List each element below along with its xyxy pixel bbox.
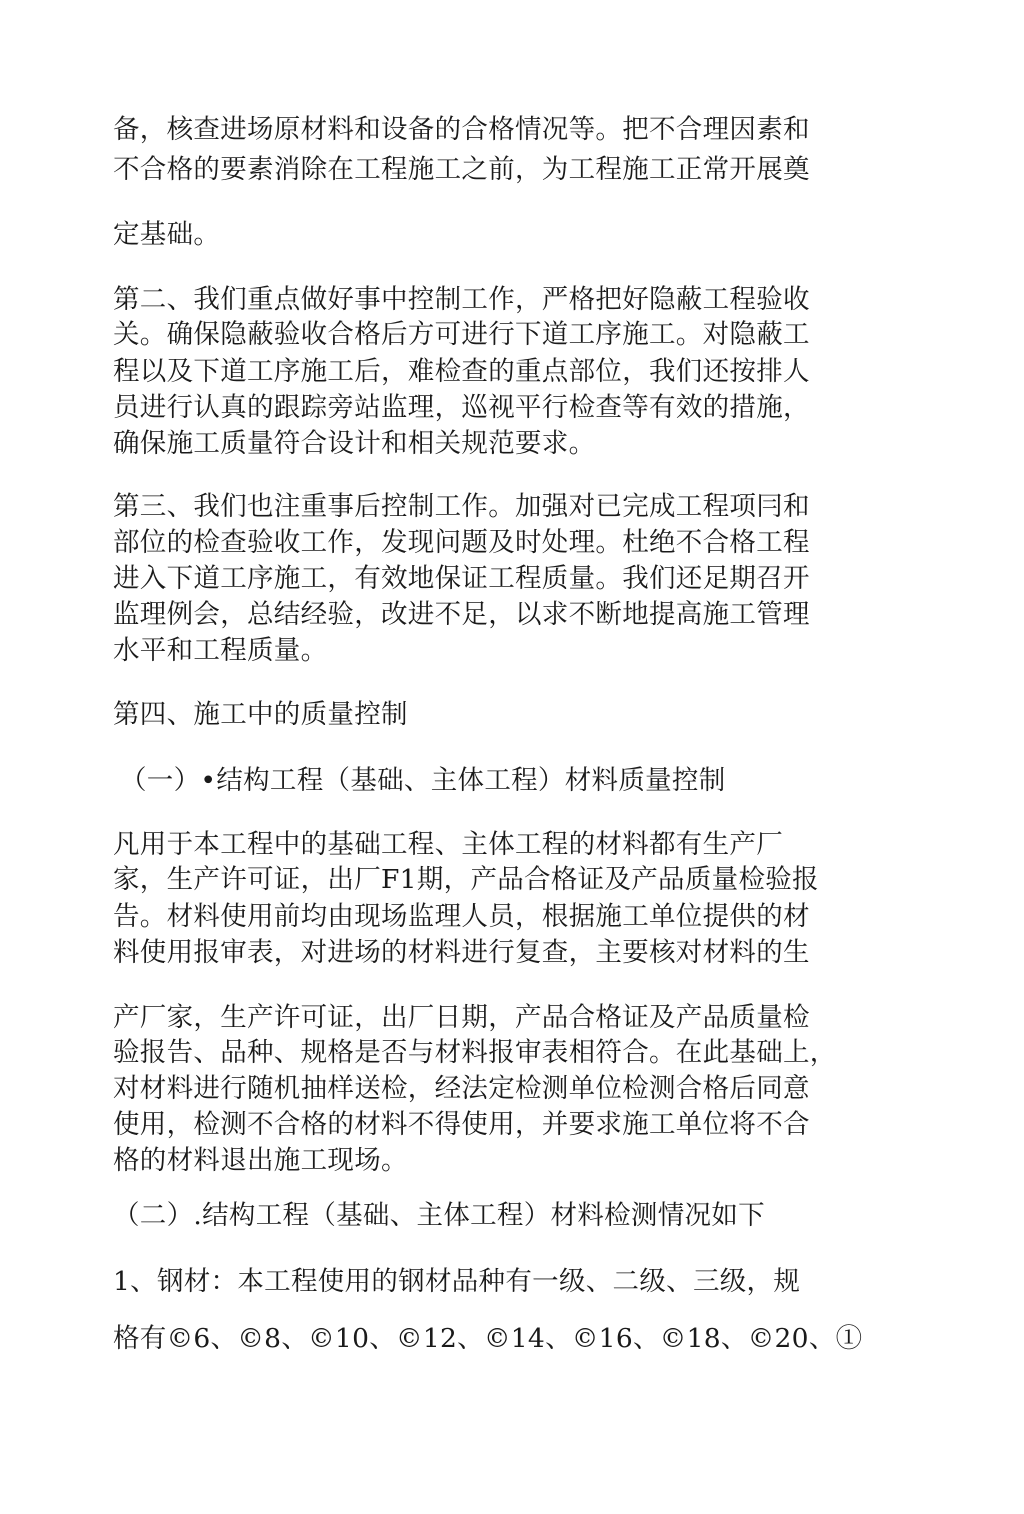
text-line: 监理例会，总结经验，改进不足，以求不断地提高施工管理 [113,599,810,630]
text-line: 使用，检测不合格的材料不得使用，并要求施工单位将不合 [113,1109,810,1140]
subsection-heading: （二）.结构工程（基础、主体工程）材料检测情况如下 [113,1200,765,1231]
text-line: 料使用报审表，对进场的材料进行复查，主要核对材料的生 [113,937,810,968]
text-line: 部位的检查验收工作，发现问题及时处理。杜绝不合格工程 [113,527,810,558]
text-line: 第三、我们也注重事后控制工作。加强对已完成工程项冃和 [113,491,810,522]
text-line: 对材料进行随机抽样送检，经法定检测单位检测合格后同意 [113,1073,810,1104]
text-line: 凡用于本工程中的基础工程、主体工程的材料都有生产厂 [113,829,783,860]
section-heading: 第四、施工中的质量控制 [113,699,408,730]
text-line: 产厂家，生产许可证，出厂日期，产品合格证及产品质量检 [113,1002,810,1033]
text-line: 确保施工质量符合设计和相关规范要求。 [113,428,596,459]
text-line: 格的材料退出施工现场。 [113,1145,408,1176]
text-line: 不合格的要素消除在工程施工之前，为工程施工正常开展奠 [113,154,810,185]
subsection-heading: （一）•结构工程（基础、主体工程）材料质量控制 [120,765,726,796]
text-line: 第二、我们重点做好事中控制工作，严格把好隐蔽工程验收 [113,284,810,315]
text-line: 备，核查进场原材料和设备的合格情况等。把不合理因素和 [113,114,810,145]
text-line: 程以及下道工序施工后，难检查的重点部位，我们还按排人 [113,356,810,387]
text-line: 水平和工程质量。 [113,635,328,666]
text-line: 格有©6、©8、©10、©12、©14、©16、©18、©20、① [113,1323,863,1354]
text-line: 关。确保隐蔽验收合格后方可进行下道工序施工。对隐蔽工 [113,319,810,350]
text-line: 1、钢材：本工程使用的钢材品种有一级、二级、三级，规 [113,1266,801,1297]
text-line: 家，生产许可证，出厂F1期，产品合格证及产品质量检验报 [113,864,819,895]
text-line: 员进行认真的跟踪旁站监理，巡视平行检查等有效的措施， [113,392,810,423]
text-line: 进入下道工序施工，有效地保证工程质量。我们还足期召开 [113,563,810,594]
text-line: 验报告、品种、规格是否与材料报审表相符合。在此基础上， [113,1037,837,1068]
text-line: 定基础。 [113,219,221,250]
text-line: 告。材料使用前均由现场监理人员，根据施工单位提供的材 [113,901,810,932]
